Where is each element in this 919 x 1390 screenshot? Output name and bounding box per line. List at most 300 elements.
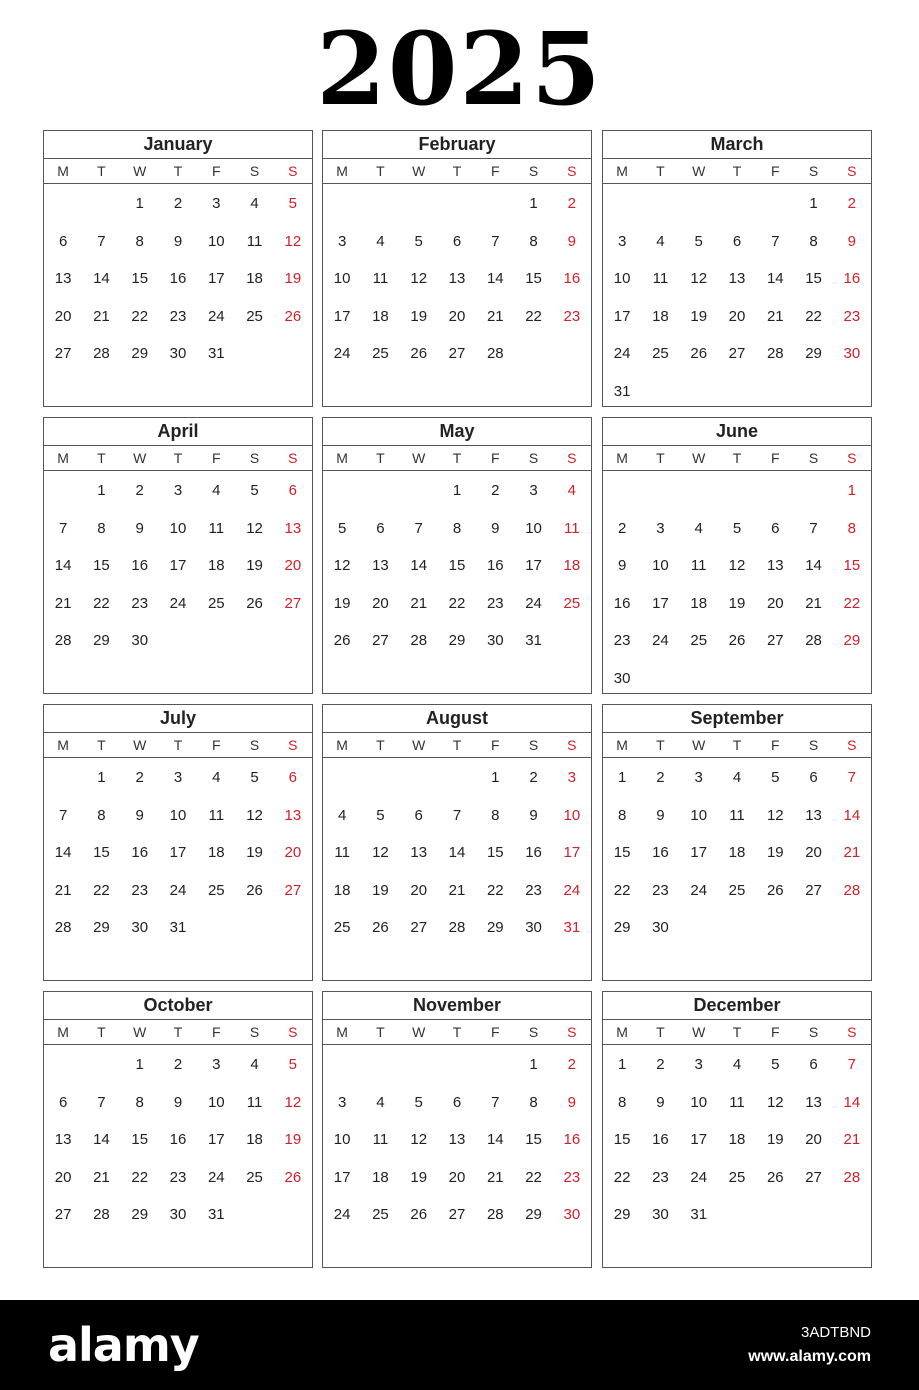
empty-cell xyxy=(603,186,641,224)
weekday-label: M xyxy=(57,163,69,179)
day-cell: 2 xyxy=(173,195,183,212)
day-cell: 26 xyxy=(410,1206,428,1223)
day-cell: 3 xyxy=(567,769,577,786)
month-june xyxy=(602,417,872,694)
day-cell: 10 xyxy=(333,1131,351,1148)
day-cell: 26 xyxy=(284,307,302,325)
day-cell: 13 xyxy=(54,1131,72,1148)
day-cell: 16 xyxy=(486,557,504,574)
day-cell: 27 xyxy=(410,919,428,936)
day-cell: 15 xyxy=(843,557,861,574)
weekday-label: F xyxy=(211,163,221,179)
day-cell: 4 xyxy=(250,195,259,212)
day-cell: 23 xyxy=(652,881,669,899)
weekday-label: W xyxy=(133,163,147,179)
day-cell: 14 xyxy=(410,557,428,574)
day-cell: 19 xyxy=(690,307,708,325)
day-cell: 27 xyxy=(284,594,302,612)
day-cell: 1 xyxy=(452,482,462,499)
day-cell: 5 xyxy=(250,482,259,499)
day-cell: 9 xyxy=(135,519,144,537)
day-cell: 11 xyxy=(208,806,225,824)
day-cell: 21 xyxy=(93,1168,110,1186)
day-cell: 14 xyxy=(54,844,72,861)
day-cell: 15 xyxy=(613,1131,631,1148)
day-cell: 8 xyxy=(97,519,106,537)
weekday-label: T xyxy=(97,163,106,179)
day-cell: 28 xyxy=(93,1206,110,1223)
day-cell: 12 xyxy=(766,806,784,824)
weekday-label: W xyxy=(412,163,426,179)
day-cell: 16 xyxy=(563,270,581,287)
empty-cell xyxy=(438,1047,476,1085)
day-cell: 27 xyxy=(284,881,302,899)
day-cell: 11 xyxy=(729,1093,745,1111)
day-cell: 9 xyxy=(173,1093,183,1111)
day-cell: 13 xyxy=(372,557,389,574)
day-cell: 14 xyxy=(93,270,110,287)
weekday-label: W xyxy=(412,450,426,466)
day-cell: 4 xyxy=(250,1056,259,1073)
day-cell: 8 xyxy=(617,806,627,824)
weekday-label: S xyxy=(528,737,539,753)
weekday-label: T xyxy=(656,163,665,179)
empty-cell xyxy=(361,1047,399,1085)
day-cell: 20 xyxy=(448,307,466,325)
day-cell: 20 xyxy=(54,1168,72,1186)
day-cell: 29 xyxy=(131,1206,149,1223)
day-cell: 24 xyxy=(169,881,187,899)
weekday-label: S xyxy=(528,1024,539,1040)
weekday-header-row xyxy=(44,1020,312,1045)
day-cell: 25 xyxy=(246,307,263,325)
weekday-label: W xyxy=(692,163,706,179)
month-may xyxy=(322,417,592,694)
weekday-label: F xyxy=(490,1024,500,1040)
day-cell: 26 xyxy=(410,345,428,362)
day-cell: 23 xyxy=(843,307,861,325)
day-cell: 10 xyxy=(169,806,187,824)
month-october xyxy=(43,991,313,1268)
day-cell: 18 xyxy=(333,881,351,899)
day-cell: 26 xyxy=(246,881,263,899)
weekday-label: S xyxy=(847,450,857,466)
day-cell: 22 xyxy=(525,307,542,325)
weekday-label: W xyxy=(412,737,426,753)
day-cell: 8 xyxy=(452,519,462,537)
day-cell: 22 xyxy=(93,594,110,612)
day-cell: 15 xyxy=(486,844,504,861)
weekday-header-row xyxy=(44,446,312,471)
weekday-label: F xyxy=(770,737,780,753)
day-cell: 28 xyxy=(843,881,861,899)
day-cell: 21 xyxy=(54,881,72,899)
day-cell: 9 xyxy=(656,1093,665,1111)
weekday-header-row xyxy=(323,1020,591,1045)
day-cell: 21 xyxy=(805,594,822,612)
weekday-label: T xyxy=(452,450,462,466)
day-cell: 3 xyxy=(617,232,627,250)
day-cell: 27 xyxy=(54,345,72,362)
day-cell: 22 xyxy=(613,1168,631,1186)
day-cell: 10 xyxy=(525,519,542,537)
day-grid xyxy=(603,758,871,948)
day-cell: 5 xyxy=(771,769,780,786)
day-cell: 13 xyxy=(448,270,466,287)
day-cell: 21 xyxy=(93,307,110,325)
weekday-label: W xyxy=(692,737,706,753)
day-cell: 14 xyxy=(54,557,72,574)
day-cell: 3 xyxy=(337,232,347,250)
day-cell: 7 xyxy=(97,232,106,250)
day-cell: 7 xyxy=(58,519,68,537)
day-cell: 26 xyxy=(333,632,351,649)
weekday-label: T xyxy=(376,1024,385,1040)
day-cell: 24 xyxy=(333,345,351,362)
day-cell: 30 xyxy=(652,919,669,936)
day-cell: 4 xyxy=(212,482,221,499)
empty-cell xyxy=(400,186,438,224)
day-cell: 14 xyxy=(843,806,861,824)
day-cell: 17 xyxy=(169,844,187,861)
weekday-label: S xyxy=(847,737,857,753)
weekday-label: T xyxy=(173,737,183,753)
day-cell: 18 xyxy=(246,1131,263,1148)
day-cell: 1 xyxy=(135,195,144,212)
day-cell: 5 xyxy=(288,1056,298,1073)
weekday-label: S xyxy=(847,163,857,179)
day-cell: 18 xyxy=(372,1168,389,1186)
weekday-header-row xyxy=(44,159,312,184)
weekday-header-row xyxy=(603,446,871,471)
day-grid xyxy=(323,184,591,374)
day-cell: 9 xyxy=(847,232,857,250)
day-cell: 23 xyxy=(525,881,542,899)
weekday-header-row xyxy=(323,446,591,471)
day-cell: 12 xyxy=(246,806,263,824)
day-cell: 24 xyxy=(207,1168,225,1186)
day-cell: 24 xyxy=(207,307,225,325)
day-grid xyxy=(44,184,312,374)
day-cell: 26 xyxy=(372,919,389,936)
weekday-label: W xyxy=(692,450,706,466)
day-cell: 14 xyxy=(486,270,504,287)
weekday-label: M xyxy=(336,450,348,466)
month-february xyxy=(322,130,592,407)
day-cell: 8 xyxy=(135,1093,144,1111)
day-cell: 17 xyxy=(652,594,669,612)
day-cell: 3 xyxy=(337,1093,347,1111)
day-cell: 4 xyxy=(656,232,665,250)
weekday-label: S xyxy=(249,450,260,466)
day-grid xyxy=(44,758,312,948)
day-cell: 15 xyxy=(805,270,822,287)
weekday-label: S xyxy=(808,163,819,179)
day-cell: 1 xyxy=(847,482,857,499)
day-cell: 9 xyxy=(135,806,144,824)
day-cell: 16 xyxy=(131,844,149,861)
day-cell: 28 xyxy=(93,345,110,362)
day-cell: 19 xyxy=(372,881,389,899)
empty-cell xyxy=(361,186,399,224)
day-cell: 18 xyxy=(728,1131,746,1148)
day-cell: 13 xyxy=(728,270,746,287)
day-cell: 23 xyxy=(563,307,581,325)
weekday-label: M xyxy=(336,163,348,179)
day-cell: 8 xyxy=(491,806,500,824)
day-cell: 24 xyxy=(652,632,669,649)
weekday-label: T xyxy=(732,737,742,753)
day-cell: 5 xyxy=(376,806,385,824)
day-cell: 2 xyxy=(847,195,857,212)
empty-cell xyxy=(323,1047,361,1085)
day-cell: 7 xyxy=(847,769,857,786)
empty-cell xyxy=(82,186,120,224)
day-cell: 7 xyxy=(414,519,423,537)
day-cell: 30 xyxy=(131,632,149,649)
day-cell: 5 xyxy=(414,1093,423,1111)
month-november xyxy=(322,991,592,1268)
day-cell: 11 xyxy=(652,270,669,287)
weekday-header-row xyxy=(603,159,871,184)
day-cell: 25 xyxy=(207,881,225,899)
day-cell: 31 xyxy=(613,382,631,400)
empty-cell xyxy=(400,760,438,798)
weekday-label: F xyxy=(770,1024,780,1040)
day-cell: 11 xyxy=(334,844,350,861)
day-cell: 14 xyxy=(843,1093,861,1111)
day-cell: 13 xyxy=(410,844,428,861)
day-cell: 7 xyxy=(809,519,818,537)
day-cell: 1 xyxy=(529,1056,538,1073)
day-cell: 10 xyxy=(169,519,187,537)
day-cell: 9 xyxy=(567,232,577,250)
day-cell: 10 xyxy=(690,1093,708,1111)
empty-cell xyxy=(400,473,438,511)
day-cell: 6 xyxy=(771,519,780,537)
weekday-label: S xyxy=(288,450,298,466)
day-cell: 28 xyxy=(805,632,822,649)
day-cell: 18 xyxy=(652,307,669,325)
day-cell: 23 xyxy=(131,594,149,612)
empty-cell xyxy=(476,1047,514,1085)
day-cell: 12 xyxy=(333,557,351,574)
day-grid xyxy=(323,471,591,661)
day-cell: 2 xyxy=(656,1056,665,1073)
empty-cell xyxy=(756,473,794,511)
day-cell: 31 xyxy=(690,1206,708,1223)
day-cell: 27 xyxy=(728,345,746,362)
day-cell: 9 xyxy=(656,806,665,824)
weekday-label: S xyxy=(808,737,819,753)
day-cell: 16 xyxy=(652,1131,669,1148)
weekday-label: T xyxy=(732,163,742,179)
day-cell: 17 xyxy=(333,307,351,325)
day-cell: 12 xyxy=(284,232,302,250)
day-cell: 19 xyxy=(766,844,784,861)
day-cell: 21 xyxy=(843,844,861,861)
weekday-label: M xyxy=(336,737,348,753)
day-cell: 29 xyxy=(93,632,110,649)
day-cell: 1 xyxy=(809,195,818,212)
weekday-label: F xyxy=(770,163,780,179)
month-name: June xyxy=(603,418,871,446)
weekday-label: M xyxy=(616,737,628,753)
day-cell: 12 xyxy=(728,557,746,574)
day-cell: 1 xyxy=(97,482,106,499)
day-cell: 28 xyxy=(54,919,72,936)
empty-cell xyxy=(718,186,756,224)
day-cell: 11 xyxy=(372,270,389,287)
empty-cell xyxy=(680,186,718,224)
day-cell: 19 xyxy=(246,844,263,861)
day-cell: 6 xyxy=(376,519,385,537)
day-cell: 14 xyxy=(805,557,822,574)
day-cell: 12 xyxy=(284,1093,302,1111)
day-cell: 16 xyxy=(652,844,669,861)
day-cell: 6 xyxy=(58,232,68,250)
day-cell: 7 xyxy=(97,1093,106,1111)
weekday-label: W xyxy=(412,1024,426,1040)
weekday-label: S xyxy=(249,163,260,179)
day-cell: 20 xyxy=(284,844,302,861)
day-cell: 7 xyxy=(58,806,68,824)
day-cell: 21 xyxy=(766,307,784,325)
day-cell: 13 xyxy=(54,270,72,287)
day-cell: 5 xyxy=(771,1056,780,1073)
day-cell: 12 xyxy=(372,844,389,861)
day-cell: 10 xyxy=(207,1093,225,1111)
weekday-label: T xyxy=(173,1024,183,1040)
day-cell: 2 xyxy=(617,519,627,537)
day-cell: 22 xyxy=(486,881,504,899)
day-cell: 11 xyxy=(372,1131,389,1148)
weekday-label: T xyxy=(732,450,742,466)
empty-cell xyxy=(438,186,476,224)
day-cell: 8 xyxy=(617,1093,627,1111)
day-cell: 20 xyxy=(410,881,428,899)
day-cell: 26 xyxy=(690,345,708,362)
day-cell: 21 xyxy=(448,881,466,899)
weekday-label: S xyxy=(528,163,539,179)
day-cell: 6 xyxy=(288,769,298,786)
day-cell: 20 xyxy=(805,844,822,861)
day-cell: 30 xyxy=(169,1206,187,1223)
weekday-label: T xyxy=(97,737,106,753)
day-cell: 15 xyxy=(93,844,110,861)
empty-cell xyxy=(794,473,832,511)
day-cell: 11 xyxy=(690,557,707,574)
day-cell: 23 xyxy=(486,594,504,612)
day-cell: 8 xyxy=(529,232,538,250)
day-cell: 7 xyxy=(847,1056,857,1073)
month-name: March xyxy=(603,131,871,159)
weekday-label: W xyxy=(133,1024,147,1040)
day-cell: 25 xyxy=(690,632,708,649)
day-cell: 3 xyxy=(173,769,183,786)
day-cell: 25 xyxy=(207,594,225,612)
day-cell: 22 xyxy=(448,594,466,612)
day-cell: 2 xyxy=(656,769,665,786)
day-cell: 20 xyxy=(448,1168,466,1186)
day-cell: 30 xyxy=(486,632,504,649)
weekday-label: S xyxy=(288,737,298,753)
weekday-label: M xyxy=(57,737,69,753)
alamy-logo: alamy xyxy=(48,1318,199,1372)
day-cell: 26 xyxy=(728,632,746,649)
empty-cell xyxy=(641,473,679,511)
weekday-label: T xyxy=(452,1024,462,1040)
day-cell: 15 xyxy=(613,844,631,861)
empty-cell xyxy=(756,186,794,224)
day-cell: 18 xyxy=(207,844,225,861)
day-grid xyxy=(603,1045,871,1235)
day-cell: 16 xyxy=(169,270,187,287)
weekday-label: T xyxy=(656,1024,665,1040)
weekday-header-row xyxy=(603,1020,871,1045)
day-cell: 1 xyxy=(491,769,500,786)
empty-cell xyxy=(44,186,82,224)
empty-cell xyxy=(82,1047,120,1085)
weekday-label: T xyxy=(656,450,665,466)
empty-cell xyxy=(323,186,361,224)
day-cell: 1 xyxy=(135,1056,144,1073)
day-cell: 30 xyxy=(131,919,149,936)
day-cell: 22 xyxy=(805,307,822,325)
weekday-label: S xyxy=(288,1024,298,1040)
day-cell: 27 xyxy=(805,1168,822,1186)
day-cell: 21 xyxy=(843,1131,861,1148)
day-cell: 15 xyxy=(131,1131,149,1148)
weekday-label: T xyxy=(732,1024,742,1040)
day-cell: 12 xyxy=(766,1093,784,1111)
day-cell: 14 xyxy=(766,270,784,287)
day-cell: 5 xyxy=(732,519,742,537)
month-august xyxy=(322,704,592,981)
day-cell: 13 xyxy=(805,806,822,824)
day-cell: 23 xyxy=(563,1168,581,1186)
day-cell: 27 xyxy=(805,881,822,899)
empty-cell xyxy=(361,760,399,798)
day-cell: 19 xyxy=(410,1168,428,1186)
day-cell: 18 xyxy=(690,594,708,612)
day-cell: 17 xyxy=(690,1131,708,1148)
day-cell: 19 xyxy=(766,1131,784,1148)
weekday-label: S xyxy=(567,163,577,179)
day-cell: 2 xyxy=(567,1056,577,1073)
month-name: May xyxy=(323,418,591,446)
day-cell: 22 xyxy=(843,594,861,612)
day-cell: 15 xyxy=(448,557,466,574)
day-cell: 28 xyxy=(410,632,428,649)
day-cell: 24 xyxy=(525,594,542,612)
day-cell: 23 xyxy=(613,632,631,649)
day-cell: 4 xyxy=(376,1093,385,1111)
empty-cell xyxy=(641,186,679,224)
day-cell: 20 xyxy=(728,307,746,325)
day-cell: 29 xyxy=(613,1206,631,1223)
day-cell: 22 xyxy=(131,307,149,325)
day-cell: 17 xyxy=(525,557,542,574)
day-cell: 15 xyxy=(93,557,110,574)
month-april xyxy=(43,417,313,694)
day-cell: 17 xyxy=(563,844,581,861)
day-cell: 9 xyxy=(529,806,538,824)
day-cell: 11 xyxy=(246,232,263,250)
day-cell: 22 xyxy=(613,881,631,899)
day-cell: 22 xyxy=(93,881,110,899)
day-cell: 26 xyxy=(284,1168,302,1186)
